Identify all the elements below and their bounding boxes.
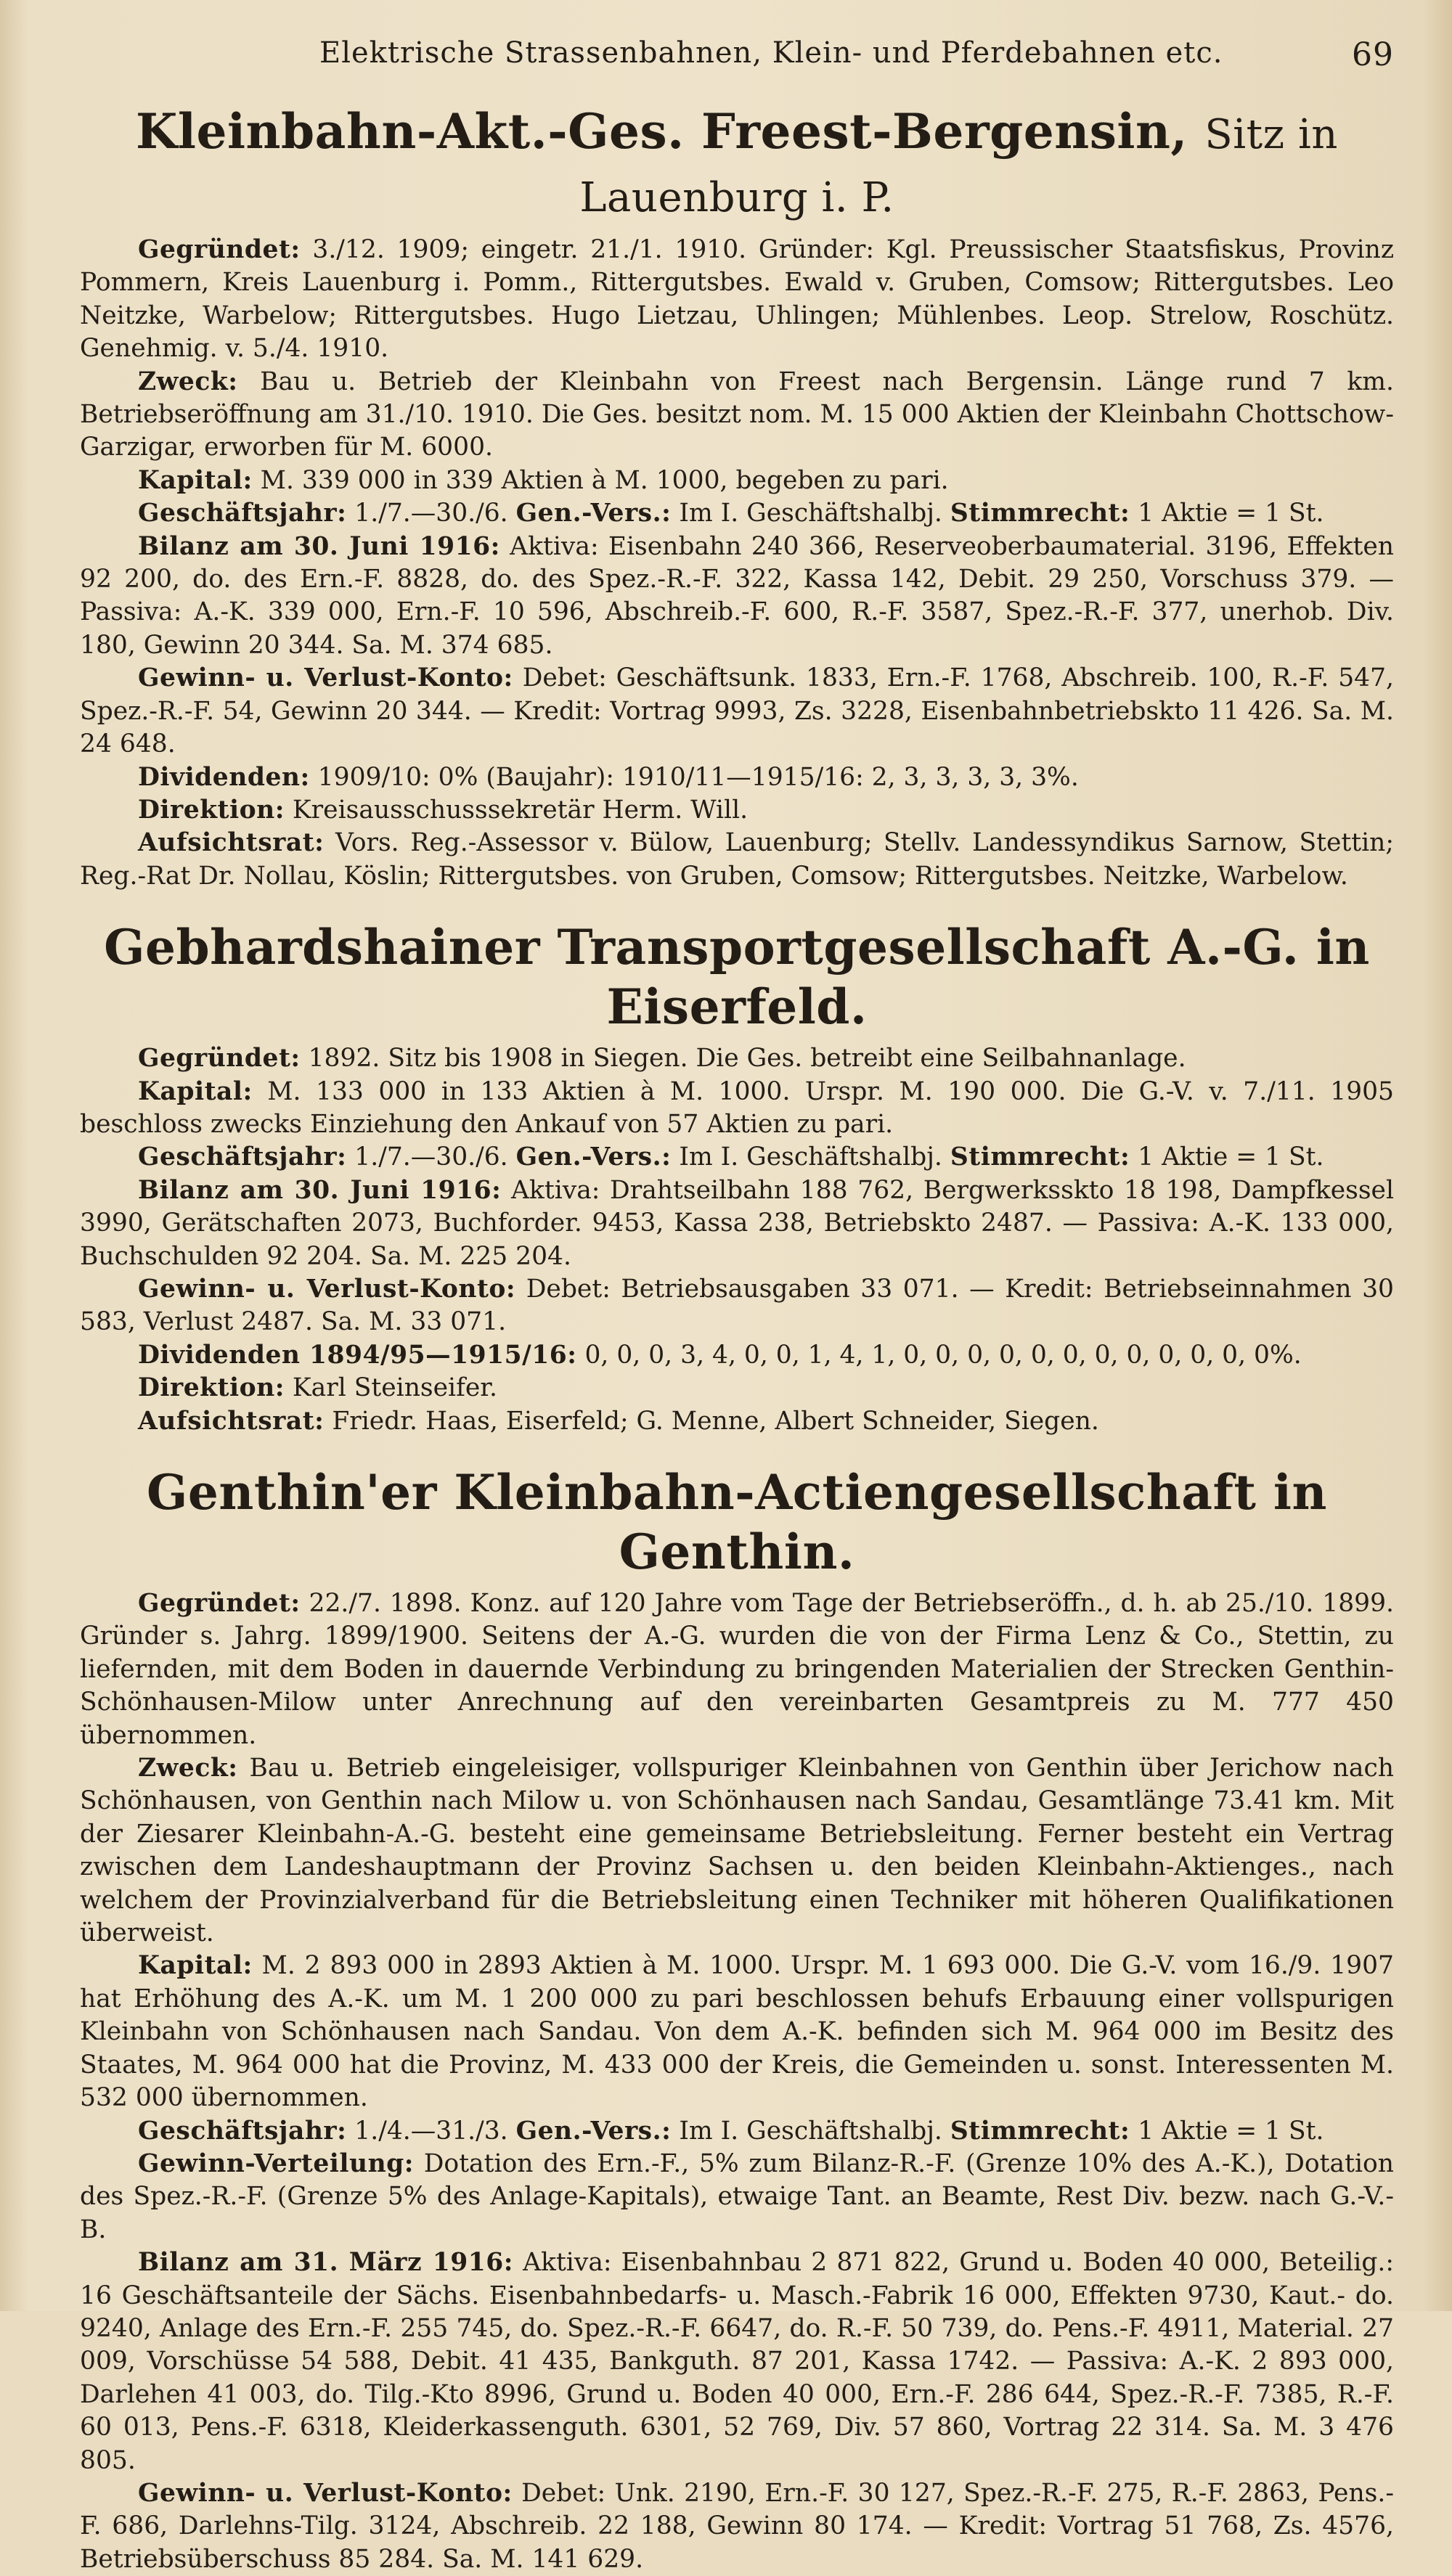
entry-label: Geschäftsjahr:	[138, 2116, 347, 2146]
entry-text: Im I. Geschäftshalbj.	[679, 1142, 942, 1172]
entry-text: M. 2 893 000 in 2893 Aktien à M. 1000. Urspr. M. 1 693 000. Die G.-V. vom 16./9. 1907 hat Erhöhung des A.-K. um M. 1 200 000 zu pari beschlossen behufs Erbauung einer vollspurigen Kleinbahn von Schönhausen nach Sandau. Von dem A.-K. befinden sich M. 964 000 im Besitz des Staates, M. 964 000 hat die Provinz, M. 433 000 der Kreis, die Gemeinden u. sonst. Interessenten M. 532 000 übernommen.	[80, 1951, 1394, 2113]
entry-label: Bilanz am 31. März 1916:	[138, 2248, 513, 2278]
entry-label: Direktion:	[138, 1373, 285, 1403]
entry-label: Geschäftsjahr:	[138, 499, 347, 528]
company-entry	[80, 917, 1394, 1438]
entry-label: Gewinn-Verteilung:	[138, 2148, 415, 2178]
entry-text: Aktiva: Drahtseilbahn 188 762, Bergwerksskto 18 198, Dampfkessel 3990, Gerätschaften 2073, Buchforder. 9453, Kassa 238, Betriebskto 2487. — Passiva: A.-K. 133 000, Buchschulden 92 204. Sa. M. 225 204.	[80, 1175, 1394, 1271]
entry-text: Friedr. Haas, Eiserfeld; G. Menne, Albert Schneider, Siegen.	[332, 1406, 1099, 1436]
header-title: Elektrische Strassenbahnen, Klein- und Pferdebahnen etc.	[319, 36, 1223, 70]
entry-label: Dividenden 1894/95—1915/16:	[138, 1340, 577, 1370]
entry-text: M. 339 000 in 339 Aktien à M. 1000, begeben zu pari.	[260, 465, 949, 495]
entry-label: Direktion:	[138, 795, 285, 825]
entry-label: Gewinn- u. Verlust-Konto:	[138, 2478, 513, 2508]
entry-paragraph	[80, 1273, 1394, 1339]
entry-paragraph	[80, 234, 1394, 366]
entry-text: 1./7.—30./6.	[354, 1142, 508, 1172]
company-title	[80, 1463, 1394, 1582]
entry-label: Kapital:	[138, 1076, 253, 1106]
company-title	[80, 102, 1394, 228]
entry-paragraph	[80, 1076, 1394, 1142]
entry-label: Gen.-Vers.:	[515, 499, 672, 528]
entry-label: Bilanz am 30. Juni 1916:	[138, 531, 500, 561]
entry-text: 22./7. 1898. Konz. auf 120 Jahre vom Tage der Betriebseröffn., d. h. ab 25./10. 1899. Gründer s. Jahrg. 1899/1900. Seitens der A.-G. wurden die von der Firma Lenz & Co., Stettin, zu liefernden, mit dem Boden in dauernde Verbindung zu bringenden Materialien der Strecken Genthin-Schönhausen-Milow unter Anrechnung auf den vereinbarten Gesamtpreis zu M. 777 450 übernommen.	[80, 1589, 1395, 1750]
entry-text: 1./4.—31./3.	[354, 2116, 508, 2146]
entry-label: Zweck:	[138, 1754, 238, 1783]
entry-text: Aktiva: Eisenbahn 240 366, Reserveoberbaumaterial. 3196, Effekten 92 200, do. des Ern.-F. 8828, do. des Spez.-R.-F. 322, Kassa 142, Debit. 29 250, Vorschuss 379. — Passiva: A.-K. 339 000, Ern.-F. 10 596, Abschreib.-F. 600, R.-F. 3587, Spez.-R.-F. 377, unerhob. Div. 180, Gewinn 20 344. Sa. M. 374 685.	[80, 531, 1395, 660]
entry-label: Gen.-Vers.:	[515, 1142, 672, 1172]
entry-text: 1 Aktie = 1 St.	[1138, 2116, 1324, 2146]
entry-text: Im I. Geschäftshalbj.	[679, 499, 942, 528]
entry-text: M. 133 000 in 133 Aktien à M. 1000. Urspr. M. 190 000. Die G.-V. v. 7./11. 1905 beschloss zwecks Einziehung den Ankauf von 57 Aktien zu pari.	[80, 1076, 1394, 1139]
entry-paragraph	[80, 2246, 1394, 2477]
entry-label: Kapital:	[138, 465, 253, 495]
entry-label: Bilanz am 30. Juni 1916:	[138, 1175, 502, 1205]
company-title	[80, 917, 1394, 1036]
entry-paragraph	[80, 1372, 1394, 1404]
company-name: Genthin'er Kleinbahn-Actiengesellschaft in Genthin.	[147, 1464, 1327, 1580]
entry-text: Dotation des Ern.-F., 5% zum Bilanz-R.-F. (Grenze 10% des A.-K.), Dotation des Spez.-R.-F. (Grenze 5% des Anlage-Kapitals), etwaige Tant. an Beamte, Rest Div. bezw. nach G.-V.-B.	[80, 2148, 1394, 2244]
entry-label: Gegründet:	[138, 1044, 301, 1074]
entry-label: Gewinn- u. Verlust-Konto:	[138, 663, 513, 693]
entry-paragraph	[80, 2115, 1394, 2148]
entry-paragraph	[80, 531, 1394, 663]
entry-paragraph	[80, 1405, 1394, 1438]
entry-paragraph	[80, 662, 1394, 761]
entry-text: Debet: Betriebsausgaben 33 071. — Kredit: Betriebseinnahmen 30 583, Verlust 2487. Sa. M. 33 071.	[80, 1274, 1394, 1337]
entry-label: Gen.-Vers.:	[515, 2116, 672, 2146]
company-name: Kleinbahn-Akt.-Ges. Freest-Bergensin,	[136, 103, 1188, 160]
entry-text: 1909/10: 0% (Baujahr): 1910/11—1915/16: 2, 3, 3, 3, 3, 3%.	[317, 762, 1079, 792]
entry-paragraph	[80, 761, 1394, 794]
company-name: Gebhardshainer Transportgesellschaft A.-G. in Eiserfeld.	[104, 919, 1370, 1036]
entry-label: Dividenden:	[138, 762, 310, 792]
entry-paragraph	[80, 497, 1394, 530]
entry-label: Geschäftsjahr:	[138, 1142, 347, 1172]
entry-paragraph	[80, 1141, 1394, 1174]
entry-paragraph	[80, 1174, 1394, 1273]
entry-text: 3./12. 1909; eingetr. 21./1. 1910. Gründer: Kgl. Preussischer Staatsfiskus, Provinz Pommern, Kreis Lauenburg i. Pomm., Rittergutsbes. Ewald v. Gruben, Comsow; Rittergutsbes. Leo Neitzke, Warbelow; Rittergutsbes. Hugo Lietzau, Uhlingen; Mühlenbes. Leop. Strelow, Roschütz. Genehmig. v. 5./4. 1910.	[80, 235, 1394, 364]
entry-text: 1./7.—30./6.	[354, 499, 508, 528]
entry-paragraph	[80, 827, 1394, 893]
entry-text: Debet: Unk. 2190, Ern.-F. 30 127, Spez.-R.-F. 275, R.-F. 2863, Pens.-F. 686, Darlehns-Tilg. 3124, Abschreib. 22 188, Gewinn 80 174. — Kredit: Vortrag 51 768, Zs. 4576, Betriebsüberschuss 85 284. Sa. M. 141 629.	[80, 2478, 1395, 2574]
entry-text: Vors. Reg.-Assessor v. Bülow, Lauenburg; Stellv. Landessyndikus Sarnow, Stettin; Reg.-Rat Dr. Nollau, Köslin; Rittergutsbes. von Gruben, Comsow; Rittergutsbes. Neitzke, Warbelow.	[80, 828, 1395, 891]
entry-label: Gegründet:	[138, 1589, 301, 1618]
entry-text: Karl Steinseifer.	[292, 1373, 497, 1403]
entry-label: Stimmrecht:	[950, 1142, 1130, 1172]
entry-label: Zweck:	[138, 367, 238, 396]
entry-label: Aufsichtsrat:	[138, 828, 325, 858]
entry-text: Kreisausschusssekretär Herm. Will.	[292, 795, 749, 825]
page-content	[80, 102, 1394, 2576]
entry-text: Bau u. Betrieb der Kleinbahn von Freest nach Bergensin. Länge rund 7 km. Betriebseröffnung am 31./10. 1910. Die Ges. besitzt nom. M. 15 000 Aktien der Kleinbahn Chottschow-Garzigar, erworben für M. 6000.	[80, 367, 1394, 462]
company-entry	[80, 102, 1394, 893]
entry-label: Gewinn- u. Verlust-Konto:	[138, 1274, 516, 1304]
company-seat: Sitz in Lauenburg i. P.	[579, 111, 1338, 221]
entry-text: 1 Aktie = 1 St.	[1138, 499, 1324, 528]
entry-label: Aufsichtsrat:	[138, 1406, 325, 1436]
entry-paragraph	[80, 366, 1394, 465]
entry-paragraph	[80, 1042, 1394, 1075]
entry-label: Stimmrecht:	[950, 2116, 1130, 2146]
entry-paragraph	[80, 1339, 1394, 1372]
entry-paragraph	[80, 1587, 1394, 1752]
entry-text: Debet: Geschäftsunk. 1833, Ern.-F. 1768, Abschreib. 100, R.-F. 547, Spez.-R.-F. 54, Gewinn 20 344. — Kredit: Vortrag 9993, Zs. 3228, Eisenbahnbetriebskto 11 426. Sa. M. 24 648.	[80, 663, 1395, 759]
running-header	[80, 32, 1394, 75]
entry-paragraph	[80, 794, 1394, 827]
entry-text: 0, 0, 0, 3, 4, 0, 0, 1, 4, 1, 0, 0, 0, 0, 0, 0, 0, 0, 0, 0, 0, 0%.	[584, 1340, 1302, 1370]
entry-text: Aktiva: Eisenbahnbau 2 871 822, Grund u. Boden 40 000, Beteilig.: 16 Geschäftsanteile der Sächs. Eisenbahnbedarfs- u. Masch.-Fabrik 16 000, Effekten 9730, Kaut.- do. 9240, Anlage des Ern.-F. 255 745, do. Spez.-R.-F. 6647, do. R.-F. 50 739, do. Pens.-F. 4911, Material. 27 009, Vorschüsse 54 588, Debit. 41 435, Bankguth. 87 201, Kassa 1742. — Passiva: A.-K. 2 893 000, Darlehen 41 003, do. Tilg.-Kto 8996, Grund u. Boden 40 000, Ern.-F. 286 644, Spez.-R.-F. 7385, R.-F. 60 013, Pens.-F. 6318, Kleiderkassenguth. 6301, 52 769, Div. 57 860, Vortrag 22 314. Sa. M. 3 476 805.	[80, 2248, 1394, 2475]
entry-text: Im I. Geschäftshalbj.	[679, 2116, 942, 2146]
entry-text: 1 Aktie = 1 St.	[1138, 1142, 1324, 1172]
entry-text: Bau u. Betrieb eingeleisiger, vollspuriger Kleinbahnen von Genthin über Jerichow nach Schönhausen, von Genthin nach Milow u. von Schönhausen nach Sandau, Gesamtlänge 73.41 km. Mit der Ziesarer Kleinbahn-A.-G. besteht eine gemeinsame Betriebsleitung. Ferner besteht ein Vertrag zwischen dem Landeshauptmann der Provinz Sachsen u. den beiden Kleinbahn-Aktienges., nach welchem der Provinzialverband für die Betriebsleitung einen Techniker mit höheren Qualifikationen überweist.	[80, 1754, 1394, 1948]
entry-label: Stimmrecht:	[950, 499, 1130, 528]
page-number: 69	[1352, 36, 1394, 73]
entry-paragraph	[80, 2148, 1394, 2246]
entry-label: Kapital:	[138, 1951, 253, 1981]
entry-text: 1892. Sitz bis 1908 in Siegen. Die Ges. betreibt eine Seilbahnanlage.	[308, 1044, 1186, 1074]
entry-paragraph	[80, 1752, 1394, 1950]
entry-label: Gegründet:	[138, 235, 301, 264]
entry-paragraph	[80, 2477, 1394, 2576]
entry-paragraph	[80, 1950, 1394, 2114]
entry-paragraph	[80, 465, 1394, 497]
company-entry	[80, 1463, 1394, 2576]
